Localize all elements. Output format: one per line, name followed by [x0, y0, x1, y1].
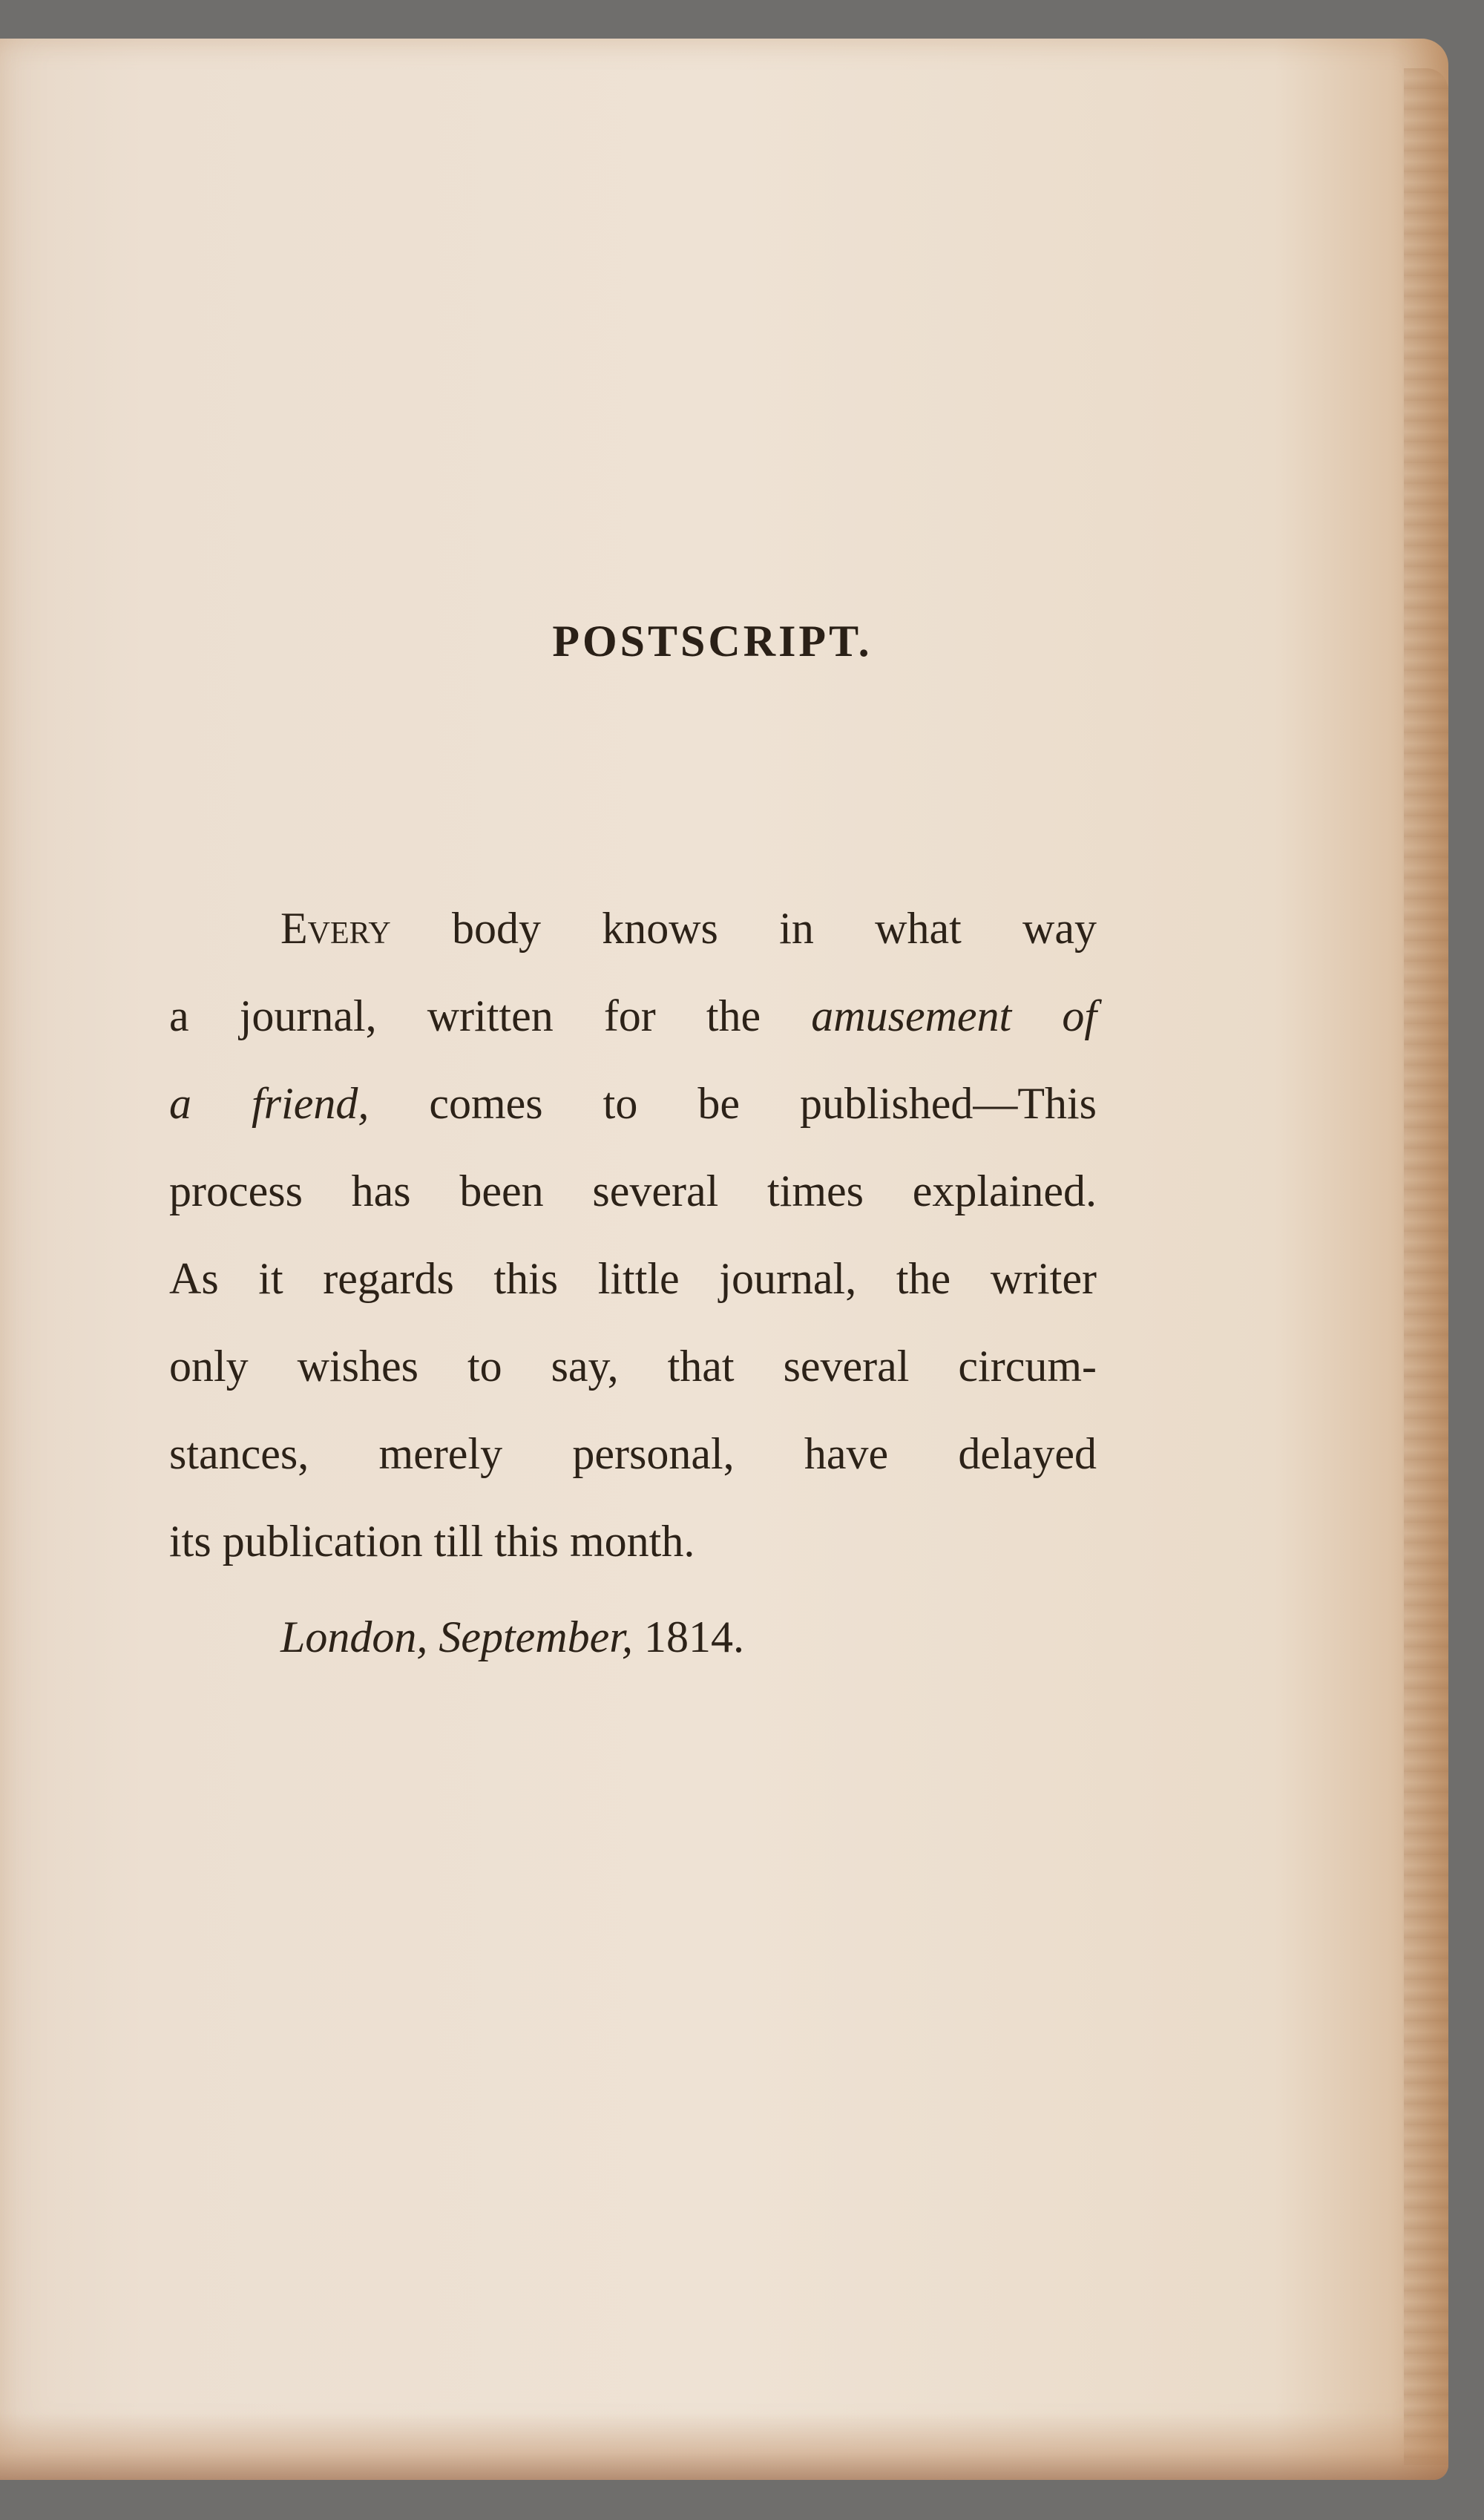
signoff: [280, 1612, 744, 1663]
text-line-1: Every body knows in what way: [280, 904, 1097, 953]
drop-word: Every: [280, 904, 391, 953]
text-line-7: stances, merely personal, have delayed: [169, 1429, 1097, 1478]
postscript-paragraph: [169, 885, 1097, 1585]
text-line-5: As it regards this little journal, the writer: [169, 1254, 1097, 1303]
signoff-place: London, September,: [280, 1612, 633, 1661]
page-edge-right: [1404, 68, 1448, 2465]
signoff-year: 1814.: [643, 1612, 744, 1661]
text-line-2: a journal, written for the amusement of: [169, 991, 1097, 1040]
text-line-8: its publication till this month.: [169, 1517, 695, 1566]
text-line-3: a friend, comes to be published—This: [169, 1079, 1097, 1128]
text-line-6: only wishes to say, that several circum-: [169, 1342, 1097, 1391]
text-line-4: process has been several times explained.: [169, 1167, 1097, 1215]
page-title: POSTSCRIPT.: [552, 617, 873, 666]
book-page: [0, 39, 1448, 2480]
page-edge-bottom: [0, 2413, 1448, 2480]
